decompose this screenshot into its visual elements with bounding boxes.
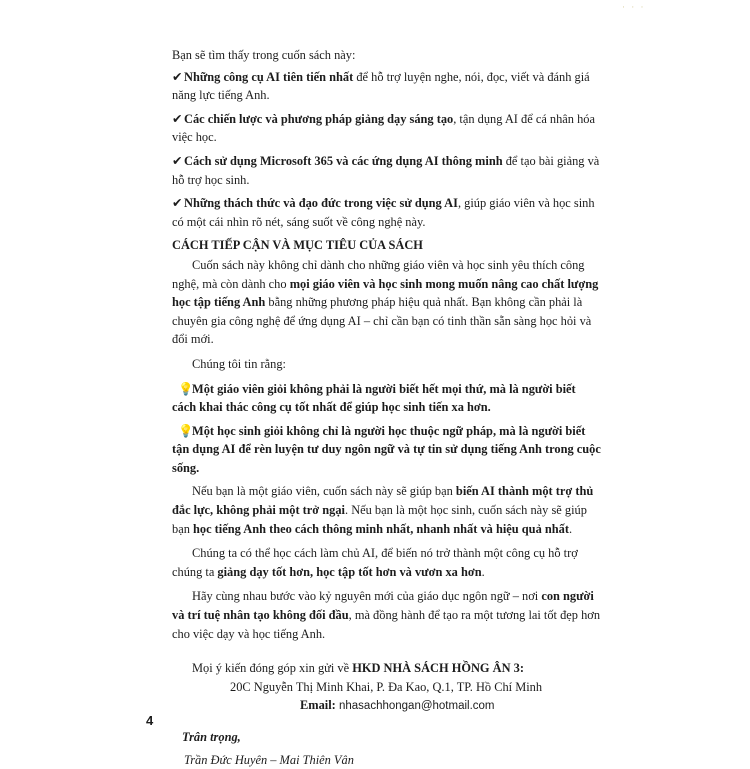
contact-address: 20C Nguyễn Thị Minh Khai, P. Đa Kao, Q.1, TP. Hồ Chí Minh [230,679,543,694]
page-content [172,46,602,769]
signature-greeting: Trân trọng, [182,730,241,744]
belief-intro: Chúng tôi tin rằng: [192,356,286,371]
contact-block [172,659,602,716]
section-heading: CÁCH TIẾP CẬN VÀ MỤC TIÊU CỦA SÁCH [172,238,423,253]
check-icon: ✔ [172,153,183,168]
belief-item: 💡Một học sinh giỏi không chỉ là người học thuộc ngữ pháp, mà là người biết tận dụng AI để rèn luyện tư duy ngôn ngữ và tự tin sử dụng tiếng Anh trong cuộc sống. [172,423,601,475]
contact-email: Email: nhasachhongan@hotmail.com [300,698,495,713]
publisher-name: HKD NHÀ SÁCH HỒNG ÂN 3: [352,661,524,676]
check-icon: ✔ [172,196,183,211]
page-number: 4 [146,713,154,728]
intro-text: Bạn sẽ tìm thấy trong cuốn sách này: [172,48,356,62]
feature-item: ✔ Những công cụ AI tiên tiến nhất để hỗ trợ luyện nghe, nói, đọc, viết và đánh giá năng lực tiếng Anh. [172,69,590,103]
signature-authors: Trần Đức Huyên – Mai Thiên Vân [184,752,354,767]
corner-mark: · · · [622,2,646,12]
approach-paragraph: Cuốn sách này không chỉ dành cho những giáo viên và học sinh yêu thích công nghệ, mà còn dành cho mọi giáo viên và học sinh mong muốn nâng cao chất lượng học tập tiếng Anh bằng những phương pháp hiệu quả nhất. Bạn không cần phải là chuyên gia công nghệ để ứng dụng AI – chỉ cần bạn có tinh thần sẵn sàng học hỏi và đổi mới. [172,257,599,347]
check-icon: ✔ [172,69,183,84]
feature-item: ✔ Những thách thức và đạo đức trong việc sử dụng AI, giúp giáo viên và học sinh có một cái nhìn rõ nét, sáng suốt về công nghệ này. [172,196,595,229]
check-icon: ✔ [172,111,183,126]
teacher-student-paragraph: Nếu bạn là một giáo viên, cuốn sách này sẽ giúp bạn biến AI thành một trợ thủ đắc lực, không phải một trở ngại. Nếu bạn là một học sinh, cuốn sách này sẽ giúp bạn học tiếng Anh theo cách thông minh nhất, nhanh nhất và hiệu quả nhất. [172,484,594,536]
lightbulb-icon: 💡 [178,423,194,438]
feature-item: ✔ Các chiến lược và phương pháp giảng dạy sáng tạo, tận dụng AI để cá nhân hóa việc học. [172,111,595,145]
feature-list [172,68,602,232]
belief-item: 💡Một giáo viên giỏi không phải là người biết hết mọi thứ, mà là người biết cách khai thác công cụ tốt nhất để giúp học sinh tiến xa hơn. [172,381,576,415]
future-paragraph: Hãy cùng nhau bước vào kỷ nguyên mới của giáo dục ngôn ngữ – nơi con người và trí tuệ nhân tạo không đối đầu, mà đồng hành để tạo ra một tương lai tốt đẹp hơn cho việc dạy và học tiếng Anh. [172,589,601,641]
feature-item: ✔ Cách sử dụng Microsoft 365 và các ứng dụng AI thông minh để tạo bài giảng và hỗ trợ học sinh. [172,153,600,187]
contact-line: Mọi ý kiến đóng góp xin gửi về HKD NHÀ SÁCH HỒNG ÂN 3: [192,661,524,676]
master-ai-paragraph: Chúng ta có thể học cách làm chủ AI, để biến nó trở thành một công cụ hỗ trợ chúng ta giảng dạy tốt hơn, học tập tốt hơn và vươn xa hơn. [172,546,578,579]
signature-block [172,728,602,769]
lightbulb-icon: 💡 [178,381,194,396]
